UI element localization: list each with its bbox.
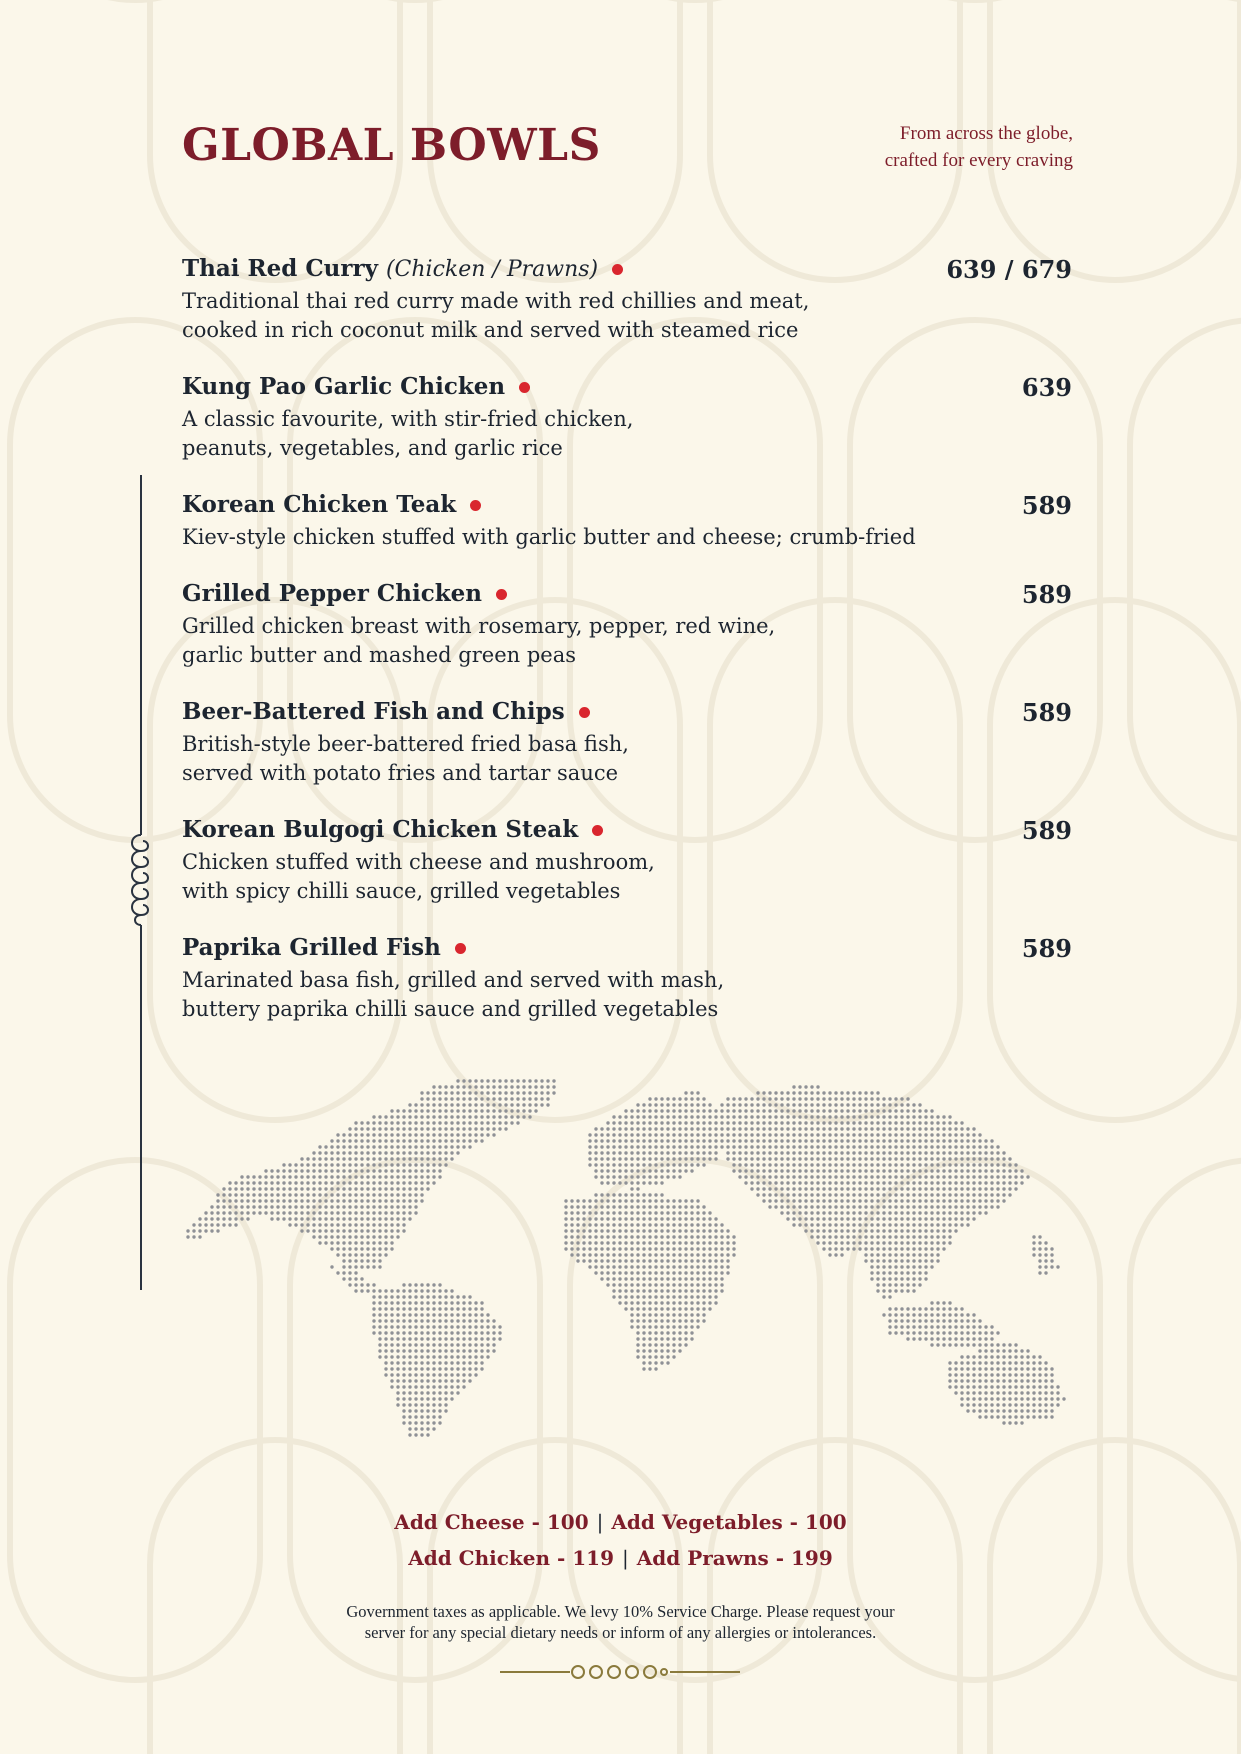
item-price: 639 [1021,373,1072,402]
item-price: 639 / 679 [946,255,1072,284]
footer-note [0,1601,1241,1643]
item-description [182,612,1072,670]
item-description [182,523,1072,552]
menu-item [182,373,1072,463]
tagline [753,120,1073,174]
tagline-line: From across the globe, [899,123,1073,144]
item-name: Korean Chicken Teak [182,491,457,518]
addon-cheese: Add Cheese - 100 [394,1510,589,1534]
swirl-divider-icon [500,1666,740,1678]
item-name-row [182,934,466,961]
footer-note-line: Government taxes as applicable. We levy 10% Service Charge. Please request your [346,1602,895,1621]
item-name-row [182,816,603,843]
menu-items-list [182,255,1072,1052]
item-price: 589 [1021,816,1072,845]
addon-vegetables: Add Vegetables - 100 [611,1510,847,1534]
item-description-line: Traditional thai red curry made with red chillies and meat, [182,289,810,313]
red-dot-icon [579,707,590,718]
menu-item [182,255,1072,345]
scroll-ornament-icon [132,475,148,1290]
item-name-row [182,698,590,725]
addon-prawns: Add Prawns - 199 [636,1546,833,1570]
item-name: Paprika Grilled Fish [182,934,441,961]
menu-item [182,491,1072,552]
red-dot-icon [455,943,466,954]
item-name: Grilled Pepper Chicken [182,580,482,607]
item-name-row [182,373,530,400]
tagline-line: crafted for every craving [884,150,1073,171]
item-price: 589 [1021,491,1072,520]
item-option: (Chicken / Prawns) [385,257,599,282]
item-description-line: A classic favourite, with stir-fried chicken, [182,407,634,431]
addon-separator: | [622,1546,629,1570]
item-name-row [182,255,623,282]
footer-note-line: server for any special dietary needs or inform of any allergies or intolerances. [364,1623,877,1642]
item-price: 589 [1021,580,1072,609]
item-price: 589 [1021,698,1072,727]
item-description-line: Marinated basa fish, grilled and served with mash, [182,968,725,992]
item-description-line: garlic butter and mashed green peas [182,643,577,667]
item-name-row [182,580,507,607]
item-description [182,966,1072,1024]
item-name: Kung Pao Garlic Chicken [182,373,506,400]
red-dot-icon [470,500,481,511]
item-description [182,848,1072,906]
menu-item [182,698,1072,788]
item-description-line: Kiev-style chicken stuffed with garlic butter and cheese; crumb-fried [182,525,916,549]
item-description [182,287,1072,345]
menu-item [182,816,1072,906]
addons-row [0,1510,1241,1534]
page-title: GLOBAL BOWLS [182,120,601,171]
world-map-dots [186,1079,1065,1436]
item-description [182,405,1072,463]
item-name: Korean Bulgogi Chicken Steak [182,816,579,843]
red-dot-icon [612,264,623,275]
red-dot-icon [592,825,603,836]
item-description-line: buttery paprika chilli sauce and grilled vegetables [182,997,719,1021]
addons-row [0,1546,1241,1570]
addon-chicken: Add Chicken - 119 [408,1546,615,1570]
item-description-line: British-style beer-battered fried basa fish, [182,732,629,756]
item-description-line: peanuts, vegetables, and garlic rice [182,436,563,460]
item-name: Beer-Battered Fish and Chips [182,698,565,725]
item-name: Thai Red Curry [182,255,378,282]
menu-item [182,580,1072,670]
red-dot-icon [519,382,530,393]
item-description-line: Grilled chicken breast with rosemary, pepper, red wine, [182,614,776,638]
item-name-row [182,491,481,518]
item-description-line: cooked in rich coconut milk and served with steamed rice [182,318,799,342]
item-description [182,730,1072,788]
item-description-line: served with potato fries and tartar sauce [182,761,619,785]
menu-item [182,934,1072,1024]
addon-separator: | [596,1510,604,1534]
item-description-line: Chicken stuffed with cheese and mushroom, [182,850,655,874]
red-dot-icon [496,589,507,600]
item-description-line: with spicy chilli sauce, grilled vegetables [182,879,621,903]
item-price: 589 [1021,934,1072,963]
